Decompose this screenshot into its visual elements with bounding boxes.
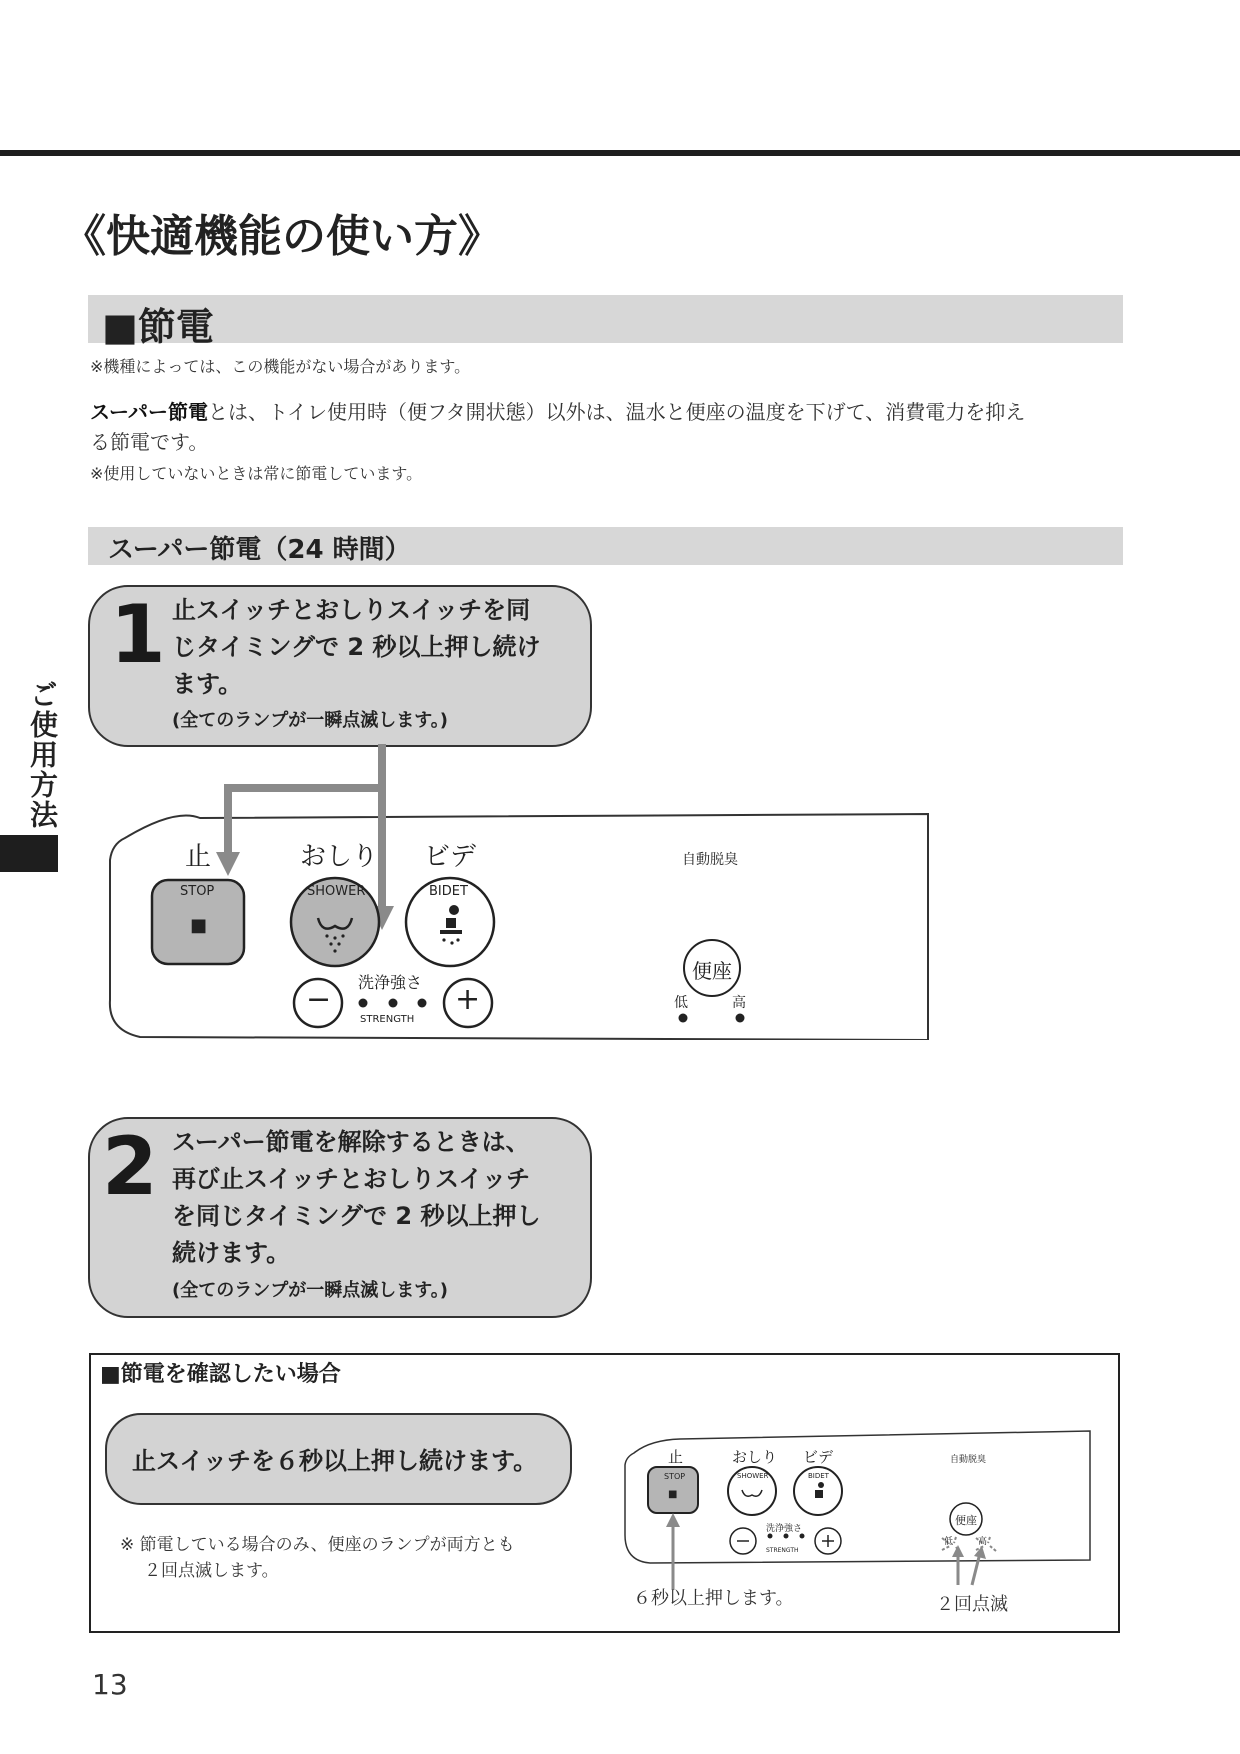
plus-symbol[interactable]: + [455,982,481,1017]
step-2-line: スーパー節電を解除するときは、 [172,1128,530,1156]
seat-low-lamp [679,1014,688,1023]
small-stop-symbol[interactable]: ■ [668,1489,678,1500]
small-strength-en-label: STRENGTH [766,1547,799,1554]
shower-en-label: SHOWER [307,884,366,899]
small-stop-label: 止 [668,1448,684,1466]
page-number: 13 [92,1668,128,1701]
small-seat-label[interactable]: 便座 [955,1514,977,1527]
seat-high-label: 高 [732,995,746,1011]
small-shower-en-label: SHOWER [737,1472,769,1480]
step-2-line: 再び止スイッチとおしりスイッチ [172,1165,531,1193]
description-line2: る節電です。 [90,430,209,454]
description [90,397,1130,457]
shower-label: おしり [300,842,379,872]
page-title: 《快適機能の使い方》 [62,211,502,262]
step-1-text [172,592,540,703]
model-note: ※機種によっては、この機能がない場合があります。 [90,357,471,376]
small-seat-high-label: 高 [978,1537,988,1547]
step-1-note: (全てのランプが一瞬点滅します。) [172,710,449,731]
usage-note: ※使用していないときは常に節電しています。 [90,464,423,483]
step-2-line: 続けます。 [172,1239,291,1267]
side-tab-label: ご使用方法 [26,680,59,830]
step-1-line: ます。 [172,670,243,698]
small-shower-label: おしり [732,1448,778,1466]
bidet-en-label: BIDET [429,884,468,899]
confirm-instruction: 止スイッチを６秒以上押し続けます。 [132,1447,538,1475]
bidet-label: ビデ [424,842,477,872]
small-deodorize-label: 自動脱臭 [950,1455,987,1465]
press-label: ６秒以上押します。 [633,1588,794,1609]
strength-label: 洗浄強さ [358,973,423,992]
seat-high-lamp [736,1014,745,1023]
description-term: スーパー節電 [90,400,208,424]
small-stop-en-label: STOP [664,1472,686,1481]
stop-symbol[interactable]: ■ [190,915,208,936]
minus-symbol[interactable]: − [306,982,332,1017]
strength-en-label: STRENGTH [360,1014,415,1025]
small-bidet-en-label: BIDET [808,1472,829,1480]
step-2-number: 2 [102,1120,158,1213]
small-bidet-icon [818,1482,824,1488]
step-2-note: (全てのランプが一瞬点滅します。) [172,1280,449,1301]
step-1-line: じタイミングで 2 秒以上押し続け [172,633,541,661]
stop-en-label: STOP [180,884,215,899]
stop-label: 止 [185,842,212,872]
blink-label: ２回点滅 [936,1594,1008,1615]
step-1-line: 止スイッチとおしりスイッチを同 [172,596,531,624]
confirm-note-line2: ２回点滅します。 [144,1561,279,1581]
confirm-note-line1: ※ 節電している場合のみ、便座のランプが両方とも [120,1535,515,1555]
step-2-text [172,1124,540,1272]
description-line1: とは、トイレ使用時（便フタ開状態）以外は、温水と便座の温度を下げて、消費電力を抑え [208,400,1026,424]
small-strength-label: 洗浄強さ [766,1524,803,1534]
seat-low-label: 低 [674,995,688,1011]
step-2-line: を同じタイミングで 2 秒以上押し [172,1202,541,1230]
deodorize-label: 自動脱臭 [682,852,738,868]
small-seat-low-label: 低 [944,1537,954,1547]
subsection-title: スーパー節電（24 時間） [108,535,411,565]
seat-label[interactable]: 便座 [692,959,732,983]
section-title: ■節電 [102,305,214,349]
step-1-number: 1 [110,588,166,681]
small-bidet-label: ビデ [803,1448,834,1466]
section-header-bar [88,295,1123,343]
top-rule [0,150,1240,156]
confirm-title: ■節電を確認したい場合 [100,1362,341,1387]
small-control-panel-diagram [620,1425,1100,1605]
